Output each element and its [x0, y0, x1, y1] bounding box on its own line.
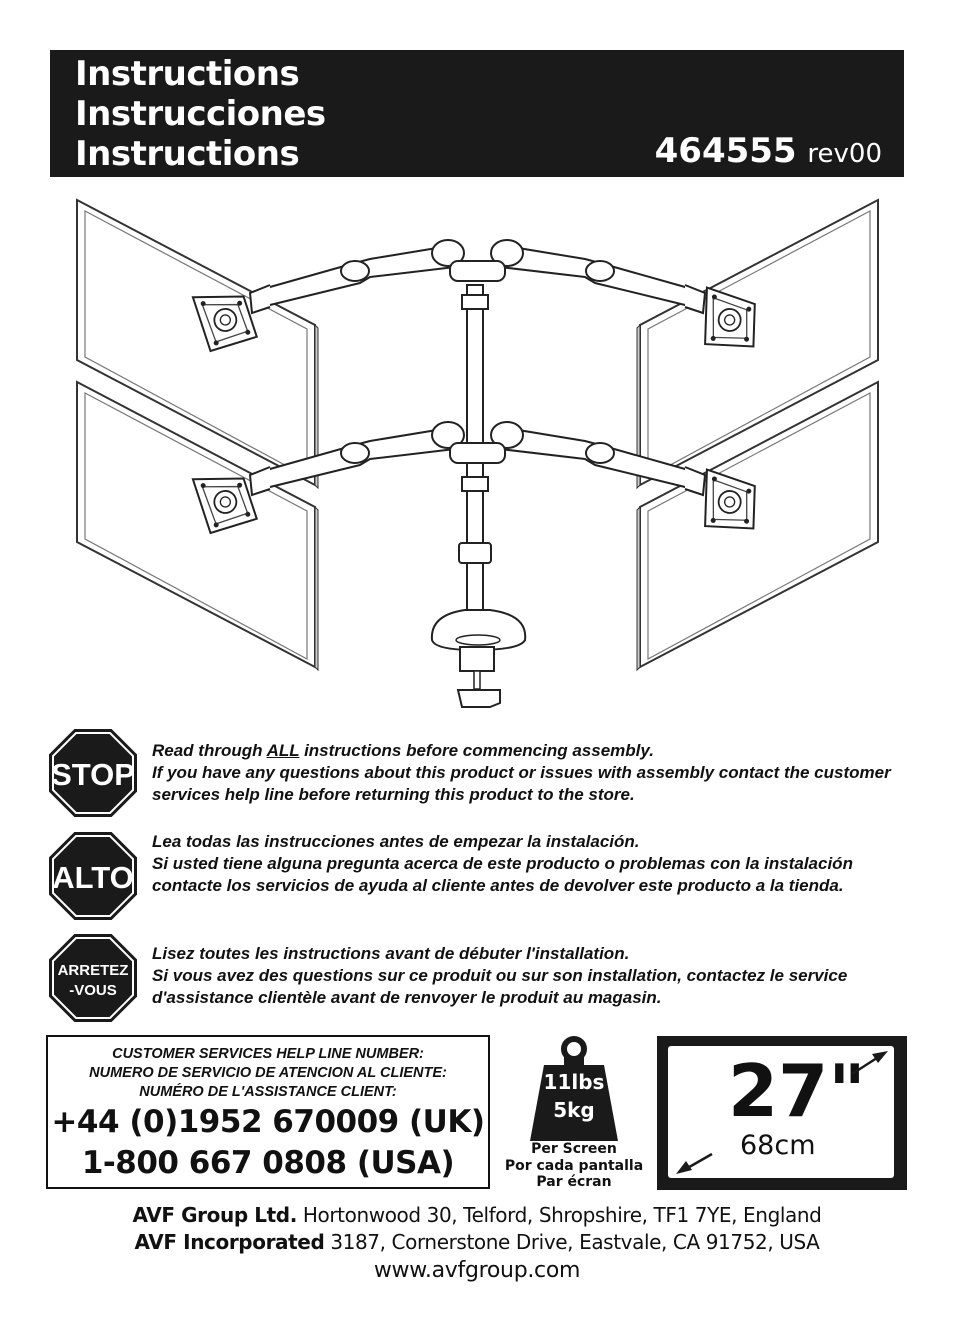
screen-size-cm: 68cm [740, 1130, 816, 1161]
alto-sign-icon [48, 831, 138, 921]
company-us-name: AVF Incorporated [134, 1230, 325, 1254]
helpline-labels: CUSTOMER SERVICES HELP LINE NUMBER: NUMERO DE SERVICIO DE ATENCION AL CLIENTE: NUMÉRO DE L'ASSISTANCE CLIENT: [89, 1046, 447, 1100]
all-emphasis: ALL [266, 741, 300, 760]
max-screen-size [657, 1036, 907, 1190]
revision-label: rev00 [807, 139, 882, 169]
company-uk [0, 1203, 954, 1227]
title-french: Instructions [75, 134, 300, 174]
weight-kg: 5kg [553, 1098, 595, 1122]
warning-french-line2: Si vous avez des questions sur ce produit ou sur son installation, contactez le service d'assistance clientèle avant de renvoyer le produit au magasin. [152, 966, 848, 1007]
warning-english-line2: If you have any questions about this product or issues with assembly contact the customer services help line before returning this product to the store. [152, 763, 891, 804]
model-number: 464555 [654, 131, 797, 171]
phone-uk: +44 (0)1952 670009 (UK) [51, 1104, 485, 1140]
header-banner [50, 50, 904, 177]
stop-sign-icon [48, 728, 138, 818]
stop-sign-label: STOP [51, 757, 135, 792]
model-info [655, 131, 882, 171]
warning-spanish-line1: Lea todas las instrucciones antes de empezar la instalación. [152, 832, 640, 851]
desk-base [432, 610, 525, 650]
company-us [0, 1230, 954, 1254]
weight-values [532, 1068, 616, 1124]
desk-clamp [460, 647, 494, 671]
company-uk-address: Hortonwood 30, Telford, Shropshire, TF1 7YE, England [296, 1203, 822, 1227]
cable-clip [459, 543, 491, 563]
arretez-sign-icon [48, 933, 138, 1023]
quad-monitor-arm-illustration [70, 195, 885, 715]
company-us-address: 3187, Cornerstone Drive, Eastvale, CA 91752, USA [324, 1230, 820, 1254]
phone-usa: 1-800 667 0808 (USA) [81, 1145, 455, 1181]
title-spanish: Instrucciones [75, 94, 326, 134]
screen-size-inches: 27" [728, 1049, 866, 1133]
warning-spanish [152, 831, 872, 897]
warning-english-line1: Read through ALL instructions before commencing assembly. [152, 741, 654, 760]
website-link[interactable]: www.avfgroup.com [373, 1258, 581, 1283]
helpline-box [46, 1035, 490, 1189]
warning-spanish-line2: Si usted tiene alguna pregunta acerca de este producto o problemas con la instalación contacte los servicios de ayuda al cliente antes de devolver este producto a la tienda. [152, 854, 853, 895]
weight-lbs: 11lbs [543, 1070, 605, 1094]
company-uk-name: AVF Group Ltd. [132, 1203, 297, 1227]
arretez-sign-label-1: ARRETEZ [57, 962, 129, 979]
warning-french [152, 943, 892, 1009]
weight-per-screen: Per Screen Por cada pantalla Par écran [504, 1141, 644, 1190]
title-block [75, 54, 326, 174]
arretez-sign-label-2: -VOUS [69, 982, 117, 999]
title-english: Instructions [75, 54, 300, 94]
warning-english [152, 740, 922, 806]
weight-capacity [500, 1035, 648, 1195]
warning-french-line1: Lisez toutes les instructions avant de débuter l'installation. [152, 944, 630, 963]
alto-sign-label: ALTO [52, 860, 134, 895]
diagonal-arrows-icon [668, 1046, 894, 1178]
